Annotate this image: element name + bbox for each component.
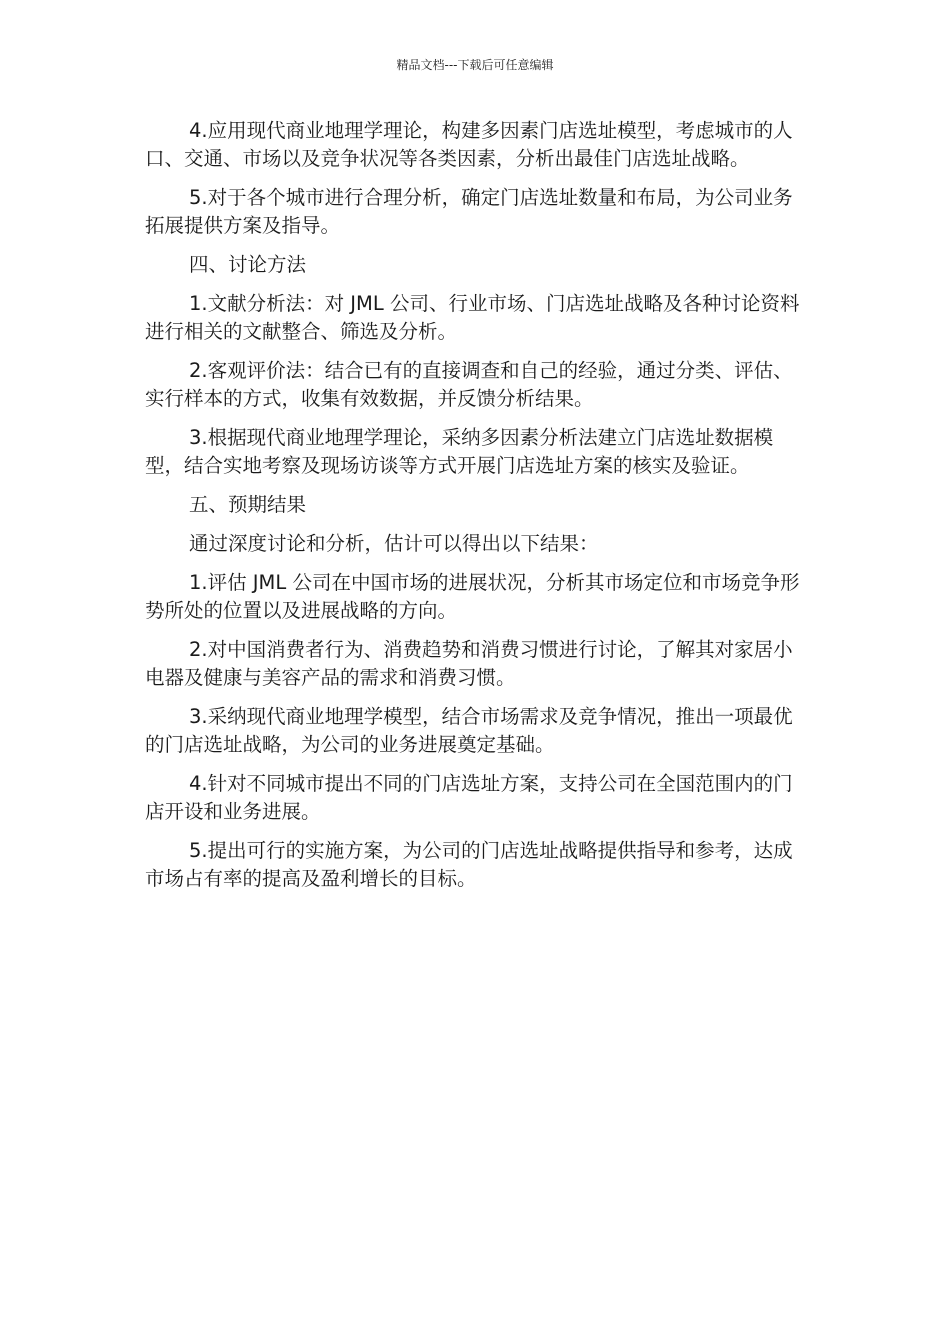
paragraph-result-5: 5.提出可行的实施方案，为公司的门店选址战略提供指导和参考，达成市场占有率的提高及盈利增长的目标。 [145, 839, 793, 890]
paragraph-objective-5: 5.对于各个城市进行合理分析，确定门店选址数量和布局，为公司业务拓展提供方案及指导。 [145, 186, 793, 237]
paragraph-results-intro: 通过深度讨论和分析，估计可以得出以下结果： [189, 532, 599, 555]
paragraph-method-2: 2.客观评价法：结合已有的直接调查和自己的经验，通过分类、评估、实行样本的方式，收集有效数据，并反馈分析结果。 [145, 359, 793, 410]
paragraph-result-4: 4.针对不同城市提出不同的门店选址方案，支持公司在全国范围内的门店开设和业务进展。 [145, 772, 793, 823]
paragraph-result-2: 2.对中国消费者行为、消费趋势和消费习惯进行讨论，了解其对家居小电器及健康与美容产品的需求和消费习惯。 [145, 638, 793, 689]
page-header: 精品文档---下载后可任意编辑 [396, 58, 554, 72]
paragraph-objective-4: 4.应用现代商业地理学理论，构建多因素门店选址模型，考虑城市的人口、交通、市场以及竞争状况等各类因素，分析出最佳门店选址战略。 [145, 119, 793, 170]
document-body [145, 117, 800, 904]
paragraph-method-1: 1.文献分析法：对 JML 公司、行业市场、门店选址战略及各种讨论资料进行相关的文献整合、筛选及分析。 [145, 292, 800, 343]
section-heading-methods: 四、讨论方法 [189, 253, 307, 276]
section-heading-results: 五、预期结果 [189, 493, 307, 516]
paragraph-result-1: 1.评估 JML 公司在中国市场的进展状况，分析其市场定位和市场竞争形势所处的位置以及进展战略的方向。 [145, 571, 800, 622]
paragraph-result-3: 3.采纳现代商业地理学模型，结合市场需求及竞争情况，推出一项最优的门店选址战略，为公司的业务进展奠定基础。 [145, 705, 793, 756]
paragraph-method-3: 3.根据现代商业地理学理论，采纳多因素分析法建立门店选址数据模型，结合实地考察及现场访谈等方式开展门店选址方案的核实及验证。 [145, 426, 774, 477]
